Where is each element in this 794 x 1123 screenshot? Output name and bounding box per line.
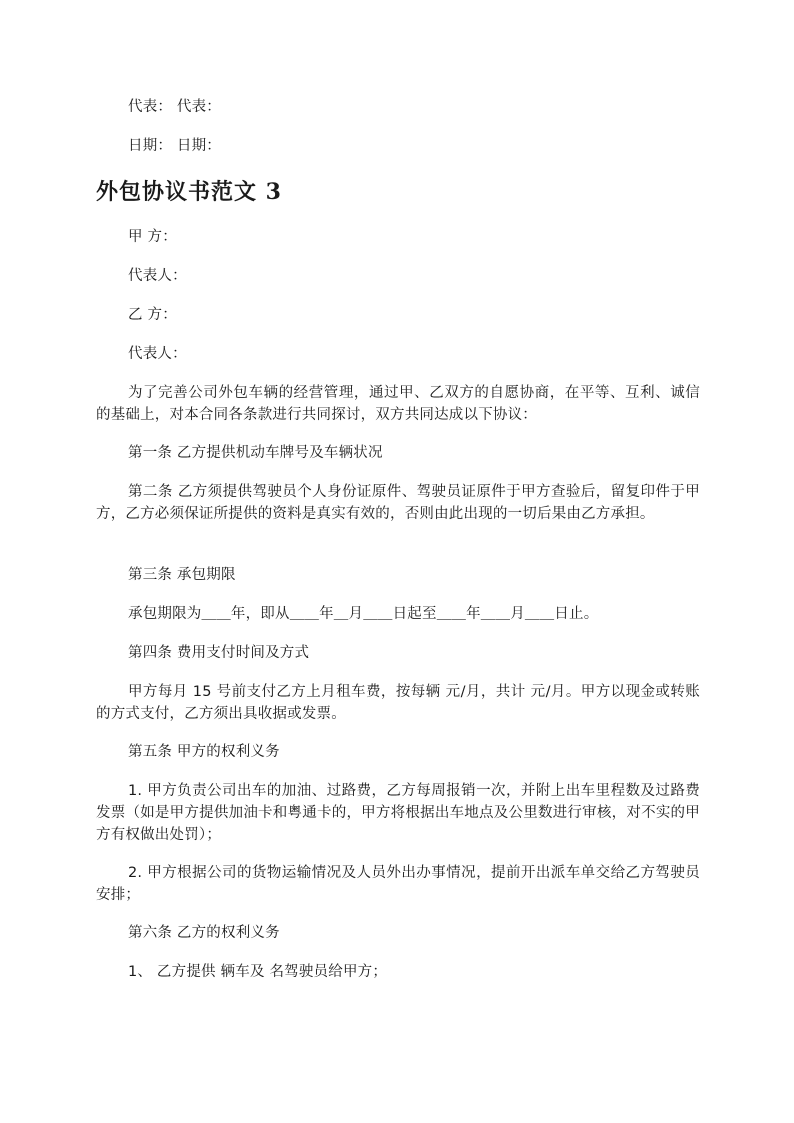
article-1-heading: 第一条 乙方提供机动车牌号及车辆状况 (128, 445, 383, 461)
article-5-heading: 第五条 甲方的权利义务 (128, 744, 280, 760)
article-5-item-1: 1. 甲方负责公司出车的加油、过路费，乙方每周报销一次，并附上出车里程数及过路费发票（如是甲方提供加油卡和粤通卡的，甲方将根据出车地点及公里数进行审核，对不实的甲方有权做出处罚）； (96, 783, 700, 843)
dates-line: 日期： 日期： (128, 138, 222, 154)
article-4-paragraph: 甲方每月 15 号前支付乙方上月租车费，按每辆 元/月，共计 元/月。甲方以现金或转账的方式支付，乙方须出具收据或发票。 (96, 684, 700, 722)
article-6-heading: 第六条 乙方的权利义务 (128, 925, 280, 941)
article-3-heading: 第三条 承包期限 (128, 567, 236, 583)
party-a-label: 甲 方： (128, 229, 177, 245)
preamble-paragraph: 为了完善公司外包车辆的经营管理，通过甲、乙双方的自愿协商，在平等、互利、诚信的基础上，对本合同各条款进行共同探讨，双方共同达成以下协议： (96, 385, 700, 423)
article-2-paragraph: 第二条 乙方须提供驾驶员个人身份证原件、驾驶员证原件于甲方查验后，留复印件于甲方，乙方必须保证所提供的资料是真实有效的，否则由此出现的一切后果由乙方承担。 (96, 484, 700, 522)
article-5-item-2: 2. 甲方根据公司的货物运输情况及人员外出办事情况，提前开出派车单交给乙方驾驶员安排； (96, 865, 700, 903)
document-title: 外包协议书范文 3 (96, 179, 282, 205)
article-6-item-1: 1、 乙方提供 辆车及 名驾驶员给甲方； (128, 964, 388, 980)
representatives-line: 代表： 代表： (128, 99, 222, 115)
party-b-label: 乙 方： (128, 307, 177, 323)
article-3-paragraph: 承包期限为＿＿年，即从＿＿年＿月＿＿日起至＿＿年＿＿月＿＿日止。 (128, 606, 599, 622)
party-b-representative: 代表人： (128, 346, 187, 362)
party-a-representative: 代表人： (128, 268, 187, 284)
article-4-heading: 第四条 费用支付时间及方式 (128, 645, 310, 661)
